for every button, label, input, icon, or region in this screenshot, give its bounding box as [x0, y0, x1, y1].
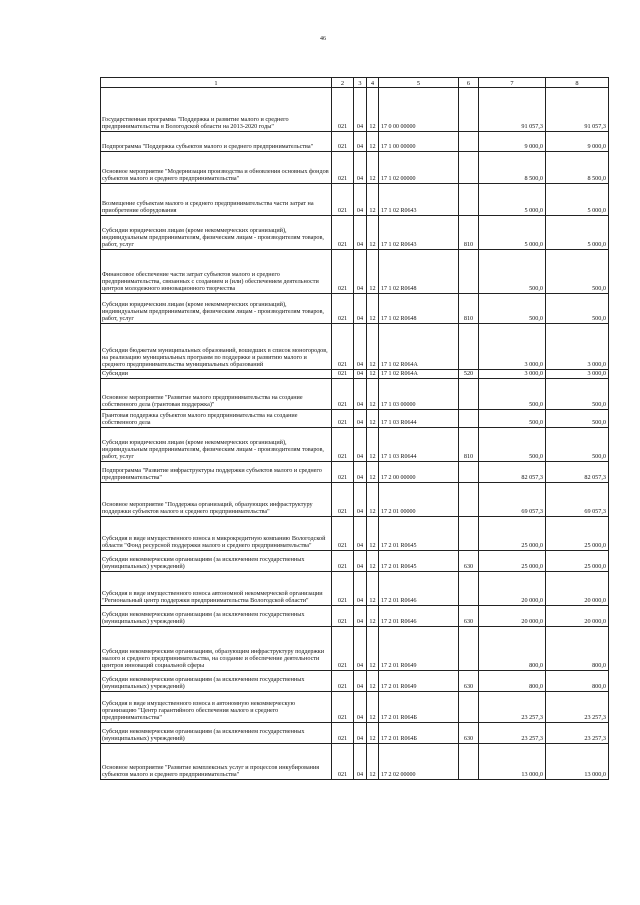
row-name-cell: Субсидии некоммерческим организациям (за исключением государственных (муниципальных) учреждений): [101, 606, 332, 627]
expense-type-cell: [459, 572, 479, 606]
amount-cell: 23 257,3: [479, 723, 546, 744]
amount-cell: 500,0: [546, 294, 609, 324]
table-row: [101, 627, 609, 671]
kbk-cell: 021: [332, 462, 354, 483]
subsection-cell: 12: [367, 294, 379, 324]
subsection-cell: 12: [367, 627, 379, 671]
target-article-cell: 17 1 02 00000: [379, 152, 459, 184]
row-name-cell: Подпрограмма "Развитие инфраструктуры поддержки субъектов малого и среднего предпринимательства": [101, 462, 332, 483]
header-cell: 7: [479, 78, 546, 88]
expense-type-cell: [459, 184, 479, 216]
target-article-cell: 17 1 02 R064A: [379, 370, 459, 379]
amount-cell: 69 057,3: [546, 483, 609, 517]
target-article-cell: 17 2 01 R064Б: [379, 723, 459, 744]
amount-cell: 5 000,0: [479, 216, 546, 250]
row-name-cell: Основное мероприятие "Развитие малого предпринимательства на создание собственного дела (грантовая поддержка)": [101, 379, 332, 410]
expense-type-cell: [459, 132, 479, 152]
amount-cell: 13 000,0: [479, 744, 546, 780]
row-name-cell: Основное мероприятие "Развитие комплексных услуг и процессов инкубирования субъектов малого и среднего предпринимательства": [101, 744, 332, 780]
amount-cell: 500,0: [479, 410, 546, 428]
kbk-cell: 021: [332, 216, 354, 250]
subsection-cell: 12: [367, 744, 379, 780]
table-row: [101, 324, 609, 370]
table-row: [101, 379, 609, 410]
table-row: [101, 671, 609, 692]
expense-type-cell: [459, 483, 479, 517]
amount-cell: 500,0: [479, 294, 546, 324]
amount-cell: 25 000,0: [479, 551, 546, 572]
subsection-cell: 12: [367, 132, 379, 152]
amount-cell: 5 000,0: [546, 216, 609, 250]
amount-cell: 800,0: [479, 671, 546, 692]
amount-cell: 9 000,0: [546, 132, 609, 152]
subsection-cell: 12: [367, 462, 379, 483]
amount-cell: 23 257,3: [546, 723, 609, 744]
subsection-cell: 12: [367, 428, 379, 462]
subsection-cell: 12: [367, 216, 379, 250]
table-row: [101, 216, 609, 250]
header-cell: 6: [459, 78, 479, 88]
subsection-cell: 12: [367, 370, 379, 379]
budget-table: [100, 77, 609, 780]
amount-cell: 20 000,0: [479, 572, 546, 606]
kbk-cell: 021: [332, 723, 354, 744]
target-article-cell: 17 1 02 R0648: [379, 250, 459, 294]
table-row: [101, 692, 609, 723]
target-article-cell: 17 2 01 R0645: [379, 551, 459, 572]
row-name-cell: Подпрограмма "Поддержка субъектов малого и среднего предпринимательства": [101, 132, 332, 152]
section-cell: 04: [354, 370, 367, 379]
expense-type-cell: 810: [459, 216, 479, 250]
table-row: [101, 370, 609, 379]
amount-cell: 5 000,0: [479, 184, 546, 216]
target-article-cell: 17 1 03 00000: [379, 379, 459, 410]
amount-cell: 91 057,3: [479, 88, 546, 132]
table-row: [101, 410, 609, 428]
target-article-cell: 17 1 03 R0644: [379, 428, 459, 462]
table-row: [101, 294, 609, 324]
kbk-cell: 021: [332, 184, 354, 216]
amount-cell: 8 500,0: [546, 152, 609, 184]
expense-type-cell: [459, 744, 479, 780]
section-cell: 04: [354, 606, 367, 627]
target-article-cell: 17 0 00 00000: [379, 88, 459, 132]
target-article-cell: 17 2 01 R0649: [379, 671, 459, 692]
target-article-cell: 17 1 02 R0643: [379, 184, 459, 216]
kbk-cell: 021: [332, 379, 354, 410]
section-cell: 04: [354, 428, 367, 462]
kbk-cell: 021: [332, 517, 354, 551]
target-article-cell: 17 2 01 R0646: [379, 606, 459, 627]
section-cell: 04: [354, 410, 367, 428]
expense-type-cell: [459, 250, 479, 294]
amount-cell: 23 257,3: [546, 692, 609, 723]
table-row: [101, 152, 609, 184]
kbk-cell: 021: [332, 627, 354, 671]
section-cell: 04: [354, 152, 367, 184]
row-name-cell: Основное мероприятие "Поддержка организаций, образующих инфраструктуру поддержки субъектов малого и среднего предпринимательства": [101, 483, 332, 517]
table-row: [101, 517, 609, 551]
target-article-cell: 17 1 02 R064A: [379, 324, 459, 370]
expense-type-cell: [459, 692, 479, 723]
kbk-cell: 021: [332, 132, 354, 152]
amount-cell: 25 000,0: [546, 517, 609, 551]
row-name-cell: Субсидия в виде имущественного взноса в микрокредитную компанию Вологодской области "Фонд ресурсной поддержки малого и среднего предпринимательства": [101, 517, 332, 551]
target-article-cell: 17 2 01 R064Б: [379, 692, 459, 723]
target-article-cell: 17 1 03 R0644: [379, 410, 459, 428]
amount-cell: 800,0: [546, 627, 609, 671]
section-cell: 04: [354, 184, 367, 216]
subsection-cell: 12: [367, 250, 379, 294]
kbk-cell: 021: [332, 428, 354, 462]
subsection-cell: 12: [367, 184, 379, 216]
header-cell: 2: [332, 78, 354, 88]
row-name-cell: Субсидии юридическим лицам (кроме некоммерческих организаций), индивидуальным предпринимателям, физическим лицам - производителям товаров, работ, услуг: [101, 294, 332, 324]
subsection-cell: 12: [367, 551, 379, 572]
amount-cell: 9 000,0: [479, 132, 546, 152]
section-cell: 04: [354, 462, 367, 483]
target-article-cell: 17 1 00 00000: [379, 132, 459, 152]
expense-type-cell: 630: [459, 671, 479, 692]
section-cell: 04: [354, 216, 367, 250]
section-cell: 04: [354, 627, 367, 671]
header-cell: 1: [101, 78, 332, 88]
amount-cell: 500,0: [546, 250, 609, 294]
section-cell: 04: [354, 132, 367, 152]
kbk-cell: 021: [332, 692, 354, 723]
section-cell: 04: [354, 88, 367, 132]
expense-type-cell: 810: [459, 294, 479, 324]
section-cell: 04: [354, 517, 367, 551]
section-cell: 04: [354, 294, 367, 324]
subsection-cell: 12: [367, 88, 379, 132]
row-name-cell: Субсидии некоммерческим организациям (за исключением государственных (муниципальных) учреждений): [101, 551, 332, 572]
row-name-cell: Субсидии бюджетам муниципальных образований, вошедших в список моногородов, на реализацию муниципальных программ по поддержке и развитию малого и среднего предпринимательства муниципальных образований: [101, 324, 332, 370]
subsection-cell: 12: [367, 606, 379, 627]
table-row: [101, 606, 609, 627]
section-cell: 04: [354, 723, 367, 744]
amount-cell: 23 257,3: [479, 692, 546, 723]
expense-type-cell: [459, 152, 479, 184]
amount-cell: 800,0: [479, 627, 546, 671]
kbk-cell: 021: [332, 250, 354, 294]
amount-cell: 20 000,0: [546, 606, 609, 627]
section-cell: 04: [354, 671, 367, 692]
target-article-cell: 17 2 01 R0645: [379, 517, 459, 551]
expense-type-cell: [459, 517, 479, 551]
amount-cell: 500,0: [479, 379, 546, 410]
amount-cell: 500,0: [546, 428, 609, 462]
amount-cell: 25 000,0: [546, 551, 609, 572]
subsection-cell: 12: [367, 152, 379, 184]
target-article-cell: 17 2 00 00000: [379, 462, 459, 483]
amount-cell: 3 000,0: [479, 370, 546, 379]
row-name-cell: Финансовое обеспечение части затрат субъектов малого и среднего предпринимательства, связанных с созданием и (или) обеспечением деятельности центров молодежного инновационного творчества: [101, 250, 332, 294]
subsection-cell: 12: [367, 517, 379, 551]
amount-cell: 500,0: [546, 379, 609, 410]
row-name-cell: Субсидии юридическим лицам (кроме некоммерческих организаций), индивидуальным предпринимателям, физическим лицам - производителям товаров, работ, услуг: [101, 216, 332, 250]
header-cell: 4: [367, 78, 379, 88]
expense-type-cell: 630: [459, 723, 479, 744]
target-article-cell: 17 2 02 00000: [379, 744, 459, 780]
section-cell: 04: [354, 379, 367, 410]
kbk-cell: 021: [332, 294, 354, 324]
table-row: [101, 744, 609, 780]
amount-cell: 13 000,0: [546, 744, 609, 780]
amount-cell: 3 000,0: [479, 324, 546, 370]
kbk-cell: 021: [332, 551, 354, 572]
kbk-cell: 021: [332, 744, 354, 780]
section-cell: 04: [354, 572, 367, 606]
table-row: [101, 723, 609, 744]
kbk-cell: 021: [332, 324, 354, 370]
amount-cell: 82 057,3: [546, 462, 609, 483]
row-name-cell: Грантовая поддержка субъектов малого предпринимательства на создание собственного дела: [101, 410, 332, 428]
row-name-cell: Субсидии юридическим лицам (кроме некоммерческих организаций), индивидуальным предпринимателям, физическим лицам - производителям товаров, работ, услуг: [101, 428, 332, 462]
section-cell: 04: [354, 483, 367, 517]
row-name-cell: Субсидии некоммерческим организациям (за исключением государственных (муниципальных) учреждений): [101, 723, 332, 744]
row-name-cell: Субсидии: [101, 370, 332, 379]
header-row: [101, 78, 609, 88]
kbk-cell: 021: [332, 606, 354, 627]
section-cell: 04: [354, 250, 367, 294]
amount-cell: 91 057,3: [546, 88, 609, 132]
amount-cell: 3 000,0: [546, 370, 609, 379]
amount-cell: 500,0: [479, 428, 546, 462]
row-name-cell: Субсидии некоммерческим организациям, образующим инфраструктуру поддержки малого и среднего предпринимательства, на создание и обеспечение деятельности центров инноваций социальной сферы: [101, 627, 332, 671]
expense-type-cell: 630: [459, 551, 479, 572]
row-name-cell: Субсидия в виде имущественного взноса в автономную некоммерческую организацию "Центр гарантийного обеспечения малого и среднего предпринимательства": [101, 692, 332, 723]
expense-type-cell: [459, 627, 479, 671]
amount-cell: 500,0: [479, 250, 546, 294]
subsection-cell: 12: [367, 483, 379, 517]
table-row: [101, 572, 609, 606]
amount-cell: 5 000,0: [546, 184, 609, 216]
amount-cell: 20 000,0: [479, 606, 546, 627]
amount-cell: 69 057,3: [479, 483, 546, 517]
amount-cell: 3 000,0: [546, 324, 609, 370]
expense-type-cell: [459, 462, 479, 483]
subsection-cell: 12: [367, 692, 379, 723]
section-cell: 04: [354, 692, 367, 723]
row-name-cell: Основное мероприятие "Модернизация производства и обновления основных фондов субъектов малого и среднего предпринимательства": [101, 152, 332, 184]
subsection-cell: 12: [367, 671, 379, 692]
subsection-cell: 12: [367, 572, 379, 606]
target-article-cell: 17 2 01 00000: [379, 483, 459, 517]
kbk-cell: 021: [332, 483, 354, 517]
header-cell: 8: [546, 78, 609, 88]
expense-type-cell: 630: [459, 606, 479, 627]
subsection-cell: 12: [367, 410, 379, 428]
target-article-cell: 17 1 02 R0643: [379, 216, 459, 250]
subsection-cell: 12: [367, 324, 379, 370]
target-article-cell: 17 1 02 R0648: [379, 294, 459, 324]
amount-cell: 8 500,0: [479, 152, 546, 184]
expense-type-cell: [459, 410, 479, 428]
row-name-cell: Субсидии некоммерческим организациям (за исключением государственных (муниципальных) учреждений): [101, 671, 332, 692]
row-name-cell: Возмещение субъектам малого и среднего предпринимательства части затрат на приобретение оборудования: [101, 184, 332, 216]
amount-cell: 800,0: [546, 671, 609, 692]
target-article-cell: 17 2 01 R0646: [379, 572, 459, 606]
row-name-cell: Государственная программа "Поддержка и развитие малого и среднего предпринимательства в Вологодской области на 2013-2020 годы": [101, 88, 332, 132]
kbk-cell: 021: [332, 152, 354, 184]
subsection-cell: 12: [367, 379, 379, 410]
table-row: [101, 483, 609, 517]
target-article-cell: 17 2 01 R0649: [379, 627, 459, 671]
header-cell: 5: [379, 78, 459, 88]
section-cell: 04: [354, 551, 367, 572]
table-row: [101, 428, 609, 462]
amount-cell: 500,0: [546, 410, 609, 428]
page-number: 46: [320, 36, 326, 42]
amount-cell: 82 057,3: [479, 462, 546, 483]
amount-cell: 20 000,0: [546, 572, 609, 606]
expense-type-cell: 810: [459, 428, 479, 462]
header-cell: 3: [354, 78, 367, 88]
expense-type-cell: [459, 88, 479, 132]
kbk-cell: 021: [332, 88, 354, 132]
table-row: [101, 88, 609, 132]
table-row: [101, 462, 609, 483]
amount-cell: 25 000,0: [479, 517, 546, 551]
expense-type-cell: 520: [459, 370, 479, 379]
table-row: [101, 250, 609, 294]
kbk-cell: 021: [332, 370, 354, 379]
row-name-cell: Субсидия в виде имущественного взноса автономной некоммерческой организации "Региональный центр поддержки предпринимательства Вологодской области": [101, 572, 332, 606]
expense-type-cell: [459, 324, 479, 370]
kbk-cell: 021: [332, 572, 354, 606]
kbk-cell: 021: [332, 410, 354, 428]
section-cell: 04: [354, 324, 367, 370]
subsection-cell: 12: [367, 723, 379, 744]
kbk-cell: 021: [332, 671, 354, 692]
expense-type-cell: [459, 379, 479, 410]
table-row: [101, 551, 609, 572]
table-row: [101, 184, 609, 216]
section-cell: 04: [354, 744, 367, 780]
table-row: [101, 132, 609, 152]
